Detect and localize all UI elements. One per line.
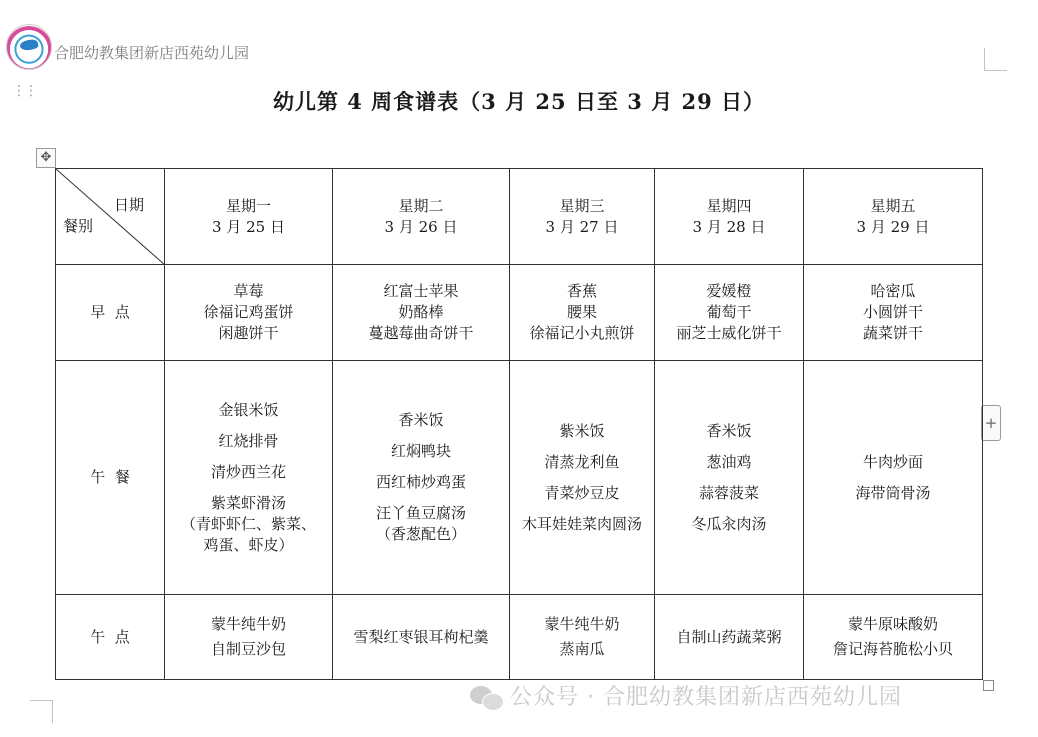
menu-table	[55, 168, 983, 680]
menu-cell	[804, 265, 983, 361]
food-item: 草莓	[233, 282, 264, 300]
menu-cell	[655, 361, 804, 595]
food-item: 葱油鸡	[706, 452, 752, 471]
food-item: 红烧排骨	[218, 431, 279, 450]
diagonal-header-cell	[56, 169, 165, 265]
menu-cell	[333, 595, 510, 680]
food-item: 自制豆沙包	[210, 640, 286, 658]
food-item: 汪丫鱼豆腐汤	[375, 504, 466, 522]
food-item: 海带筒骨汤	[855, 483, 931, 502]
menu-cell	[333, 265, 510, 361]
kindergarten-logo-icon	[6, 24, 52, 70]
food-item: 清炒西兰花	[210, 462, 286, 481]
table-move-icon[interactable]: ✥	[36, 148, 56, 168]
menu-cell	[510, 361, 655, 595]
menu-cell	[510, 265, 655, 361]
food-item: 蒸南瓜	[559, 640, 605, 658]
food-item-note: （香葱配色）	[375, 525, 466, 543]
menu-cell	[165, 265, 333, 361]
lunch-row	[56, 361, 983, 595]
day-header-cell	[804, 169, 983, 265]
document-header	[0, 0, 1038, 80]
food-item: 徐福记鸡蛋饼	[203, 303, 294, 321]
food-item: 葡萄干	[706, 303, 752, 321]
day-date: 3 月 28 日	[692, 217, 766, 236]
meal-axis-label: 餐别	[63, 217, 94, 235]
breakfast-row	[56, 265, 983, 361]
food-item-note: （青虾虾仁、紫菜、	[180, 514, 316, 533]
day-header-cell	[165, 169, 333, 265]
food-item: 蒙牛原味酸奶	[847, 615, 938, 633]
day-name: 星期一	[225, 196, 271, 215]
meal-label: 午 餐	[90, 468, 130, 486]
food-item: 香米饭	[706, 421, 752, 440]
day-header-cell	[510, 169, 655, 265]
food-item: 丽芝士威化饼干	[676, 324, 782, 342]
day-header-cell	[655, 169, 804, 265]
food-item: 爱媛橙	[706, 282, 752, 300]
table-resize-handle[interactable]	[983, 680, 994, 691]
menu-cell	[655, 265, 804, 361]
meal-label: 午 点	[90, 627, 130, 646]
food-item: 青菜炒豆皮	[544, 483, 620, 502]
day-date: 3 月 26 日	[384, 217, 458, 236]
food-item: 小圆饼干	[862, 303, 923, 321]
wechat-icon	[470, 686, 504, 710]
page-title: 幼儿第 4 周食谱表（3 月 25 日至 3 月 29 日）	[272, 89, 766, 114]
food-item: 雪梨红枣银耳枸杞羹	[353, 627, 489, 646]
meal-label: 早 点	[90, 303, 130, 321]
day-date: 3 月 25 日	[212, 217, 285, 236]
page-corner-mark-bottom-left	[30, 700, 53, 723]
food-item: 牛肉炒面	[862, 452, 923, 471]
food-item: 徐福记小丸煎饼	[529, 324, 635, 342]
day-name: 星期二	[398, 196, 444, 215]
food-item: 詹记海苔脆松小贝	[832, 640, 953, 658]
menu-cell	[655, 595, 804, 680]
food-item: 香米饭	[398, 411, 444, 429]
food-item: 清蒸龙利鱼	[544, 452, 620, 471]
food-item: 奶酪棒	[398, 303, 444, 321]
meal-label-cell	[56, 595, 165, 680]
page-corner-mark-top-right	[984, 48, 1007, 71]
menu-cell	[165, 361, 333, 595]
header-row	[56, 169, 983, 265]
day-name: 星期四	[706, 196, 752, 215]
food-item-note: 鸡蛋、虾皮）	[203, 535, 294, 554]
menu-cell	[510, 595, 655, 680]
watermark-text: 公众号 · 合肥幼教集团新店西苑幼儿园	[510, 685, 902, 710]
food-item: 蒜蓉菠菜	[698, 483, 759, 502]
day-date: 3 月 27 日	[545, 217, 619, 236]
menu-cell	[333, 361, 510, 595]
food-item: 木耳娃娃菜肉圆汤	[521, 514, 642, 533]
watermark	[470, 680, 902, 710]
food-item: 紫米饭	[559, 421, 605, 440]
food-item: 金银米饭	[218, 400, 279, 419]
menu-cell	[165, 595, 333, 680]
date-axis-label: 日期	[113, 196, 144, 214]
food-item: 蔓越莓曲奇饼干	[368, 324, 474, 342]
food-item: 红焖鸭块	[390, 442, 451, 460]
food-item: 蒙牛纯牛奶	[544, 615, 620, 633]
day-date: 3 月 29 日	[856, 217, 930, 236]
food-item: 腰果	[566, 303, 597, 321]
food-item: 西红柿炒鸡蛋	[375, 473, 466, 491]
food-item: 蒙牛纯牛奶	[210, 615, 286, 633]
food-item: 自制山药蔬菜粥	[676, 627, 782, 646]
food-item: 闲趣饼干	[218, 324, 279, 342]
afternoon-snack-row	[56, 595, 983, 680]
meal-label-cell	[56, 265, 165, 361]
day-header-cell	[333, 169, 510, 265]
food-item: 紫菜虾滑汤	[210, 493, 286, 512]
food-item: 红富士苹果	[383, 282, 459, 300]
food-item: 哈密瓜	[870, 282, 916, 300]
food-item: 香蕉	[566, 282, 597, 300]
food-item: 蔬菜饼干	[862, 324, 923, 342]
school-name: 合肥幼教集团新店西苑幼儿园	[54, 44, 250, 62]
day-name: 星期五	[870, 196, 916, 215]
food-item: 冬瓜汆肉汤	[691, 514, 767, 533]
menu-cell	[804, 595, 983, 680]
menu-cell	[804, 361, 983, 595]
drag-handle-icon[interactable]: ⋮⋮	[12, 83, 36, 99]
meal-label-cell	[56, 361, 165, 595]
day-name: 星期三	[559, 196, 605, 215]
add-column-icon[interactable]: +	[981, 405, 1001, 441]
